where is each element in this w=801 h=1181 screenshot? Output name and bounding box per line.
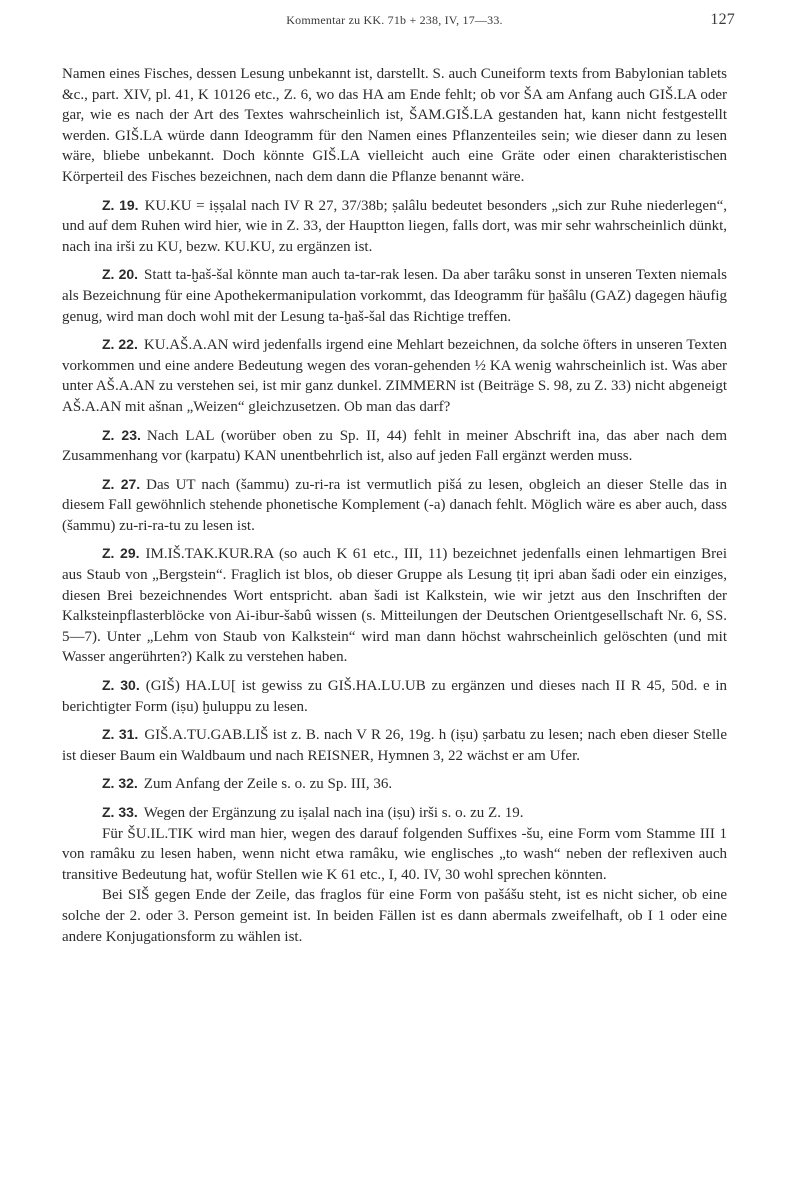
entry-z33	[62, 802, 727, 947]
page-number: 127	[710, 11, 735, 28]
entry-z27	[62, 474, 727, 537]
header-title: Kommentar zu KK. 71b + 238, IV, 17—33.	[286, 13, 503, 27]
entry-number: Z. 30.	[102, 677, 140, 694]
entry-text: GIŠ.A.TU.GAB.LIŠ ist z. B. nach V R 26, 19g. h (iṣu) ṣarbatu zu lesen; nach eben dieser Stelle ist dieser Baum ein Waldbaum und nach REISNER, Hymnen 3, 22 wächst er am Ufer.	[62, 727, 727, 764]
entry-z30	[62, 675, 727, 717]
running-header	[62, 11, 735, 28]
entry-text: Das UT nach (šammu) zu-ri-ra ist vermutlich pišá zu lesen, obgleich an dieser Stelle das in diesem Fall gewöhnlich stehende phonetische Komplement (-a) danach fehlt. Möglich wäre es aber auch, dass (šammu) zu-ri-ra-tu zu lesen ist.	[62, 476, 727, 534]
entry-text: Statt ta-ḫaš-šal könnte man auch ta-tar-rak lesen. Da aber tarâku sonst in unseren Texten niemals als Bezeichnung für eine Apothekermanipulation vorkommt, das Ideogramm für ḫašâlu (GAZ) dagegen häufig genug, wird man doch wohl mit der Lesung ta-ḫaš-šal das Richtige treffen.	[62, 267, 727, 325]
paragraph: Bei SIŠ gegen Ende der Zeile, das fraglos für eine Form von pašášu steht, ist es nicht sicher, ob eine solche der 2. oder 3. Person gemeint ist. In beiden Fällen ist es dann abermals zweifelhaft, ob I 1 oder eine andere Konjugationsform zu wählen ist.	[62, 887, 727, 945]
paragraph: Für ŠU.IL.TIK wird man hier, wegen des darauf folgenden Suffixes -šu, eine Form vom Stamme III 1 von ramâku zu lesen haben, wenn nicht etwa ramâku, wie englisches „to wash“ neben der reflexiven auch transitive Bedeutung hat, wofür Stellen wie K 61 etc., I, 40. IV, 30 wohl sprechen könnten.	[62, 825, 727, 883]
entry-number: Z. 20.	[102, 266, 139, 283]
entry-number: Z. 27.	[102, 475, 141, 492]
intro-paragraph	[62, 64, 727, 188]
entry-text: KU.KU = iṣṣalal nach IV R 27, 37/38b; ṣalâlu bedeutet besonders „sich zur Ruhe niederlegen“, und auf dem Ruhen wird hier, wie in Z. 33, der Hauptton liegen, falls dort, was mir sehr wahrscheinlich dünkt, nach ina irši zu KU, bezw. KU.KU, zu ergänzen ist.	[62, 197, 728, 255]
entry-z31	[62, 724, 727, 766]
entry-number: Z. 32.	[102, 775, 138, 792]
entry-text: IM.IŠ.TAK.KUR.RA (so auch K 61 etc., III, 11) bezeichnet jedenfalls einen lehmartigen Brei aus Staub von „Bergstein“. Fraglich ist blos, ob dieser Gruppe als Lesung ṭiṭ ipri aban šadi oder ein einziges, diesen Brei bezeichnendes Wort entspricht. aban šadi ist Kalkstein, wie wir jetzt aus den Inschriften der Kalksteinpflasterblöcke von Ai-ibur-šabû wissen (s. Mitteilungen der Deutschen Orientgesellschaft Nr. 6, SS. 5—7). Unter „Lehm von Staub von Kalkstein“ wird man dann höchst wahrscheinlich gelöschten (und mit Wasser angerührten?) Kalk zu verstehen haben.	[62, 546, 728, 666]
entry-z19	[62, 195, 727, 258]
entry-text: Wegen der Ergänzung zu iṣalal nach ina (iṣu) irši s. o. zu Z. 19.	[143, 805, 524, 821]
entry-number: Z. 19.	[102, 196, 139, 213]
entry-z29	[62, 543, 727, 668]
entry-z22	[62, 334, 727, 417]
entry-z23	[62, 425, 727, 467]
entry-text: (GIŠ) HA.LU[ ist gewiss zu GIŠ.HA.LU.UB zu ergänzen und dieses nach II R 45, 50d. e in berichtigter Form (iṣu) ḫuluppu zu lesen.	[62, 678, 728, 715]
entry-text: Nach LAL (worüber oben zu Sp. II, 44) fehlt in meiner Abschrift ina, das aber nach dem Zusammenhang vor (karpatu) KAN unentbehrlich ist, also auf jeden Fall ergänzt werden muss.	[62, 427, 728, 465]
entry-number: Z. 23.	[102, 426, 141, 443]
entry-number: Z. 33.	[102, 804, 138, 820]
intro-text: Namen eines Fisches, dessen Lesung unbekannt ist, darstellt. S. auch Cuneiform texts from Babylonian tablets &c., part. XIV, pl. 41, K 10126 etc., Z. 6, wo das HA am Ende fehlt; ob vor ŠA am Anfang auch GIŠ.LA oder gar, wie es nach der Art des Textes wahrscheinlich ist, ŠAM.GIŠ.LA gestanden hat, kann nicht festgestellt werden. GIŠ.LA würde dann Ideogramm für den Namen eines Pflanzenteiles sein; wie dieser dann zu lesen wäre, bliebe unbekannt. Doch könnte GIŠ.LA vielleicht auch eine Gräte oder einen charakteristischen Körperteil des Fisches bezeichnen, nach dem dann die Pflanze benannt wäre.	[62, 66, 727, 185]
entry-z32	[62, 773, 727, 795]
entry-z20	[62, 264, 727, 327]
entry-text: Zum Anfang der Zeile s. o. zu Sp. III, 36.	[143, 776, 393, 793]
entry-number: Z. 29.	[102, 545, 140, 562]
entry-number: Z. 31.	[102, 726, 139, 743]
entry-number: Z. 22.	[102, 336, 138, 353]
entry-text: KU.AŠ.A.AN wird jedenfalls irgend eine Mehlart bezeichnen, da solche öfters in unseren Texten vorkommen und eine andere Bedeutung wegen des voran-gehenden ½ KA wenig wahrscheinlich ist. Was aber unter AŠ.A.AN zu verstehen sei, ist mir ganz dunkel. ZIMMERN ist (Beiträge S. 98, zu Z. 33) nicht abgeneigt AŠ.A.AN mit ašnan „Weizen“ gleichzusetzen. Ob man das darf?	[62, 337, 727, 415]
